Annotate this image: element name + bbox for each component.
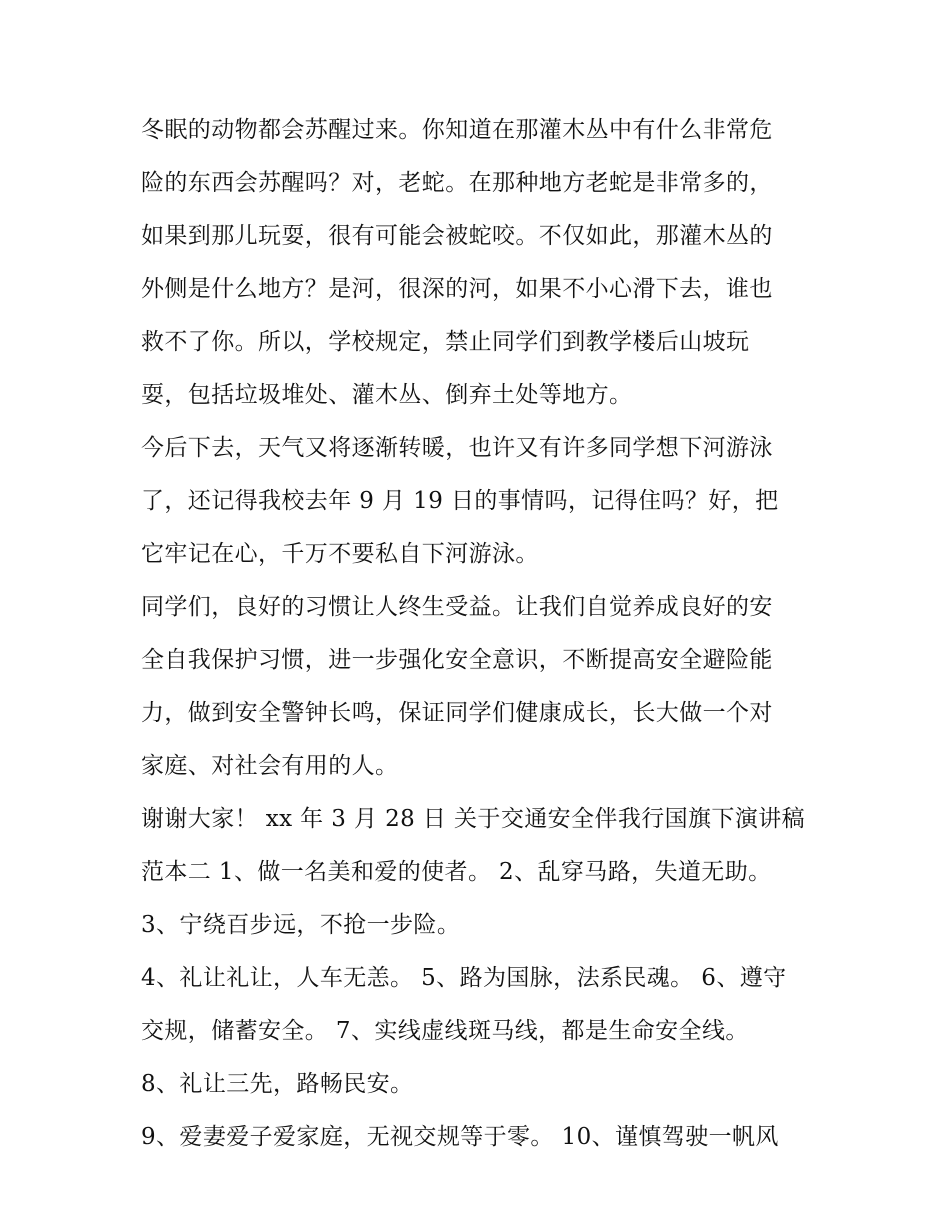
text-line: 如果到那儿玩耍，很有可能会被蛇咬。不仅如此，那灌木丛的 xyxy=(141,223,773,249)
text-line: 谢谢大家！ xx 年 3 月 28 日 关于交通安全伴我行国旗下演讲稿 xyxy=(141,806,806,832)
text-line: 9、爱妻爱子爱家庭，无视交规等于零。 10、谨慎驾驶一帆风 xyxy=(141,1124,779,1150)
text-line: 全自我保护习惯，进一步强化安全意识，不断提高安全避险能 xyxy=(141,647,773,673)
text-line: 3、宁绕百步远，不抢一步险。 xyxy=(141,912,461,938)
text-line: 险的东西会苏醒吗？对，老蛇。在那种地方老蛇是非常多的， xyxy=(141,170,773,196)
text-line: 家庭、对社会有用的人。 xyxy=(141,753,399,779)
text-line: 范本二 1、做一名美和爱的使者。 2、乱穿马路，失道无助。 xyxy=(141,859,772,885)
text-line: 它牢记在心，千万不要私自下河游泳。 xyxy=(141,541,539,567)
text-line: 同学们，良好的习惯让人终生受益。让我们自觉养成良好的安 xyxy=(141,594,773,620)
text-line: 4、礼让礼让，人车无恙。 5、路为国脉，法系民魂。 6、遵守 xyxy=(141,965,787,991)
text-line: 今后下去，天气又将逐渐转暖，也许又有许多同学想下河游泳 xyxy=(141,435,773,461)
text-line: 外侧是什么地方？是河，很深的河，如果不小心滑下去，谁也 xyxy=(141,276,773,302)
text-line: 耍，包括垃圾堆处、灌木丛、倒弃土处等地方。 xyxy=(141,382,633,408)
document-body xyxy=(141,104,821,1164)
text-line: 救不了你。所以，学校规定，禁止同学们到教学楼后山坡玩 xyxy=(141,329,750,355)
text-line: 交规，储蓄安全。 7、实线虚线斑马线，都是生命安全线。 xyxy=(141,1018,749,1044)
text-line: 力，做到安全警钟长鸣，保证同学们健康成长，长大做一个对 xyxy=(141,700,773,726)
text-line: 冬眠的动物都会苏醒过来。你知道在那灌木丛中有什么非常危 xyxy=(141,117,773,143)
text-line: 了，还记得我校去年 9 月 19 日的事情吗，记得住吗？好，把 xyxy=(141,488,779,514)
text-line: 8、礼让三先，路畅民安。 xyxy=(141,1071,414,1097)
